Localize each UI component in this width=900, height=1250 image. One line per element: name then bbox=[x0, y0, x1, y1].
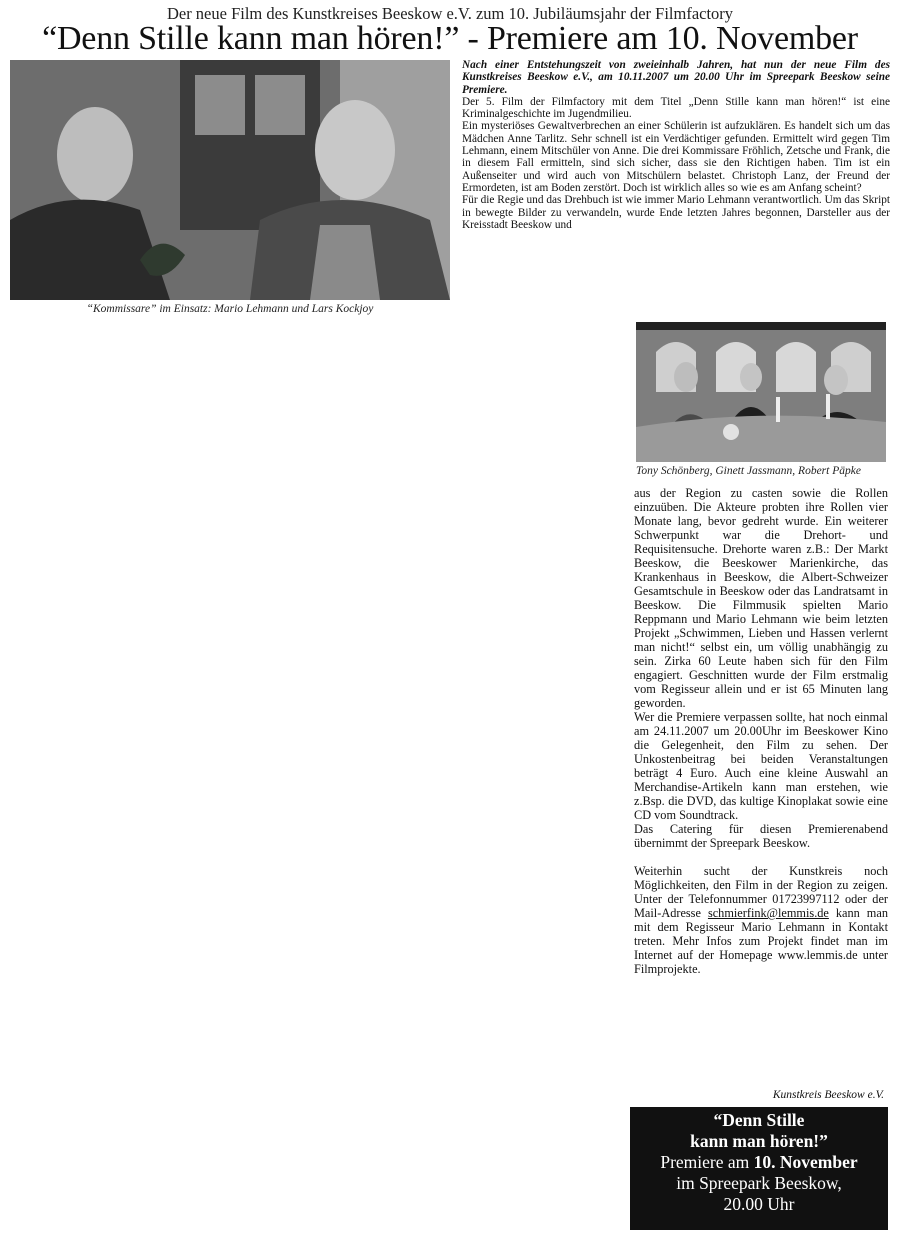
photo-detectives-illustration bbox=[10, 60, 450, 300]
article-paragraph-4: aus der Region zu casten sowie die Rollen einzuüben. Die Akteure probten ihre Rollen vier Monate lang, bevor gedreht wurde. Ein weiterer Schwerpunkt war die Drehort- und Requisitensuche. Drehorte waren z.B.: Der Markt Beeskow, die Beeskower Marienkirche, das Krankenhaus in Beeskow, die Albert-Schweizer Gesamtschule in Beeskow oder das Landratsamt in Beeskow. Die Filmmusik spielten Mario Reppmann und Mario Lehmann wie beim letzten Projekt „Schwimmen, Lieben und Hassen verlernt man nicht!“ selbst ein, um völlig unabhängig zu sein. Zirka 60 Leute haben sich für den Film engagiert. Geschnitten wurde der Film erstmalig vom Regisseur allein und er ist 65 Minuten lang geworden. bbox=[634, 486, 888, 710]
article-paragraph-6: Das Catering für diesen Premierenabend übernimmt der Spreepark Beeskow. bbox=[634, 822, 888, 850]
promo-venue: im Spreepark Beeskow, bbox=[676, 1173, 842, 1193]
promo-date-line bbox=[630, 1152, 888, 1173]
article-kicker: Der neue Film des Kunstkreises Beeskow e.V. zum 10. Jubiläumsjahr der Filmfactory bbox=[166, 4, 734, 23]
paragraph-gap bbox=[634, 850, 888, 864]
premiere-promo-box bbox=[630, 1107, 888, 1230]
photo-cast bbox=[636, 322, 886, 462]
article-lead: Nach einer Entstehungszeit von zweieinhalb Jahren, hat nun der neue Film des Kunstkreises Beeskow e.V., am 10.11.2007 um 20.00 Uhr im Spreepark Beeskow seine Premiere. bbox=[462, 59, 890, 96]
article-headline: “Denn Stille kann man hören!” - Premiere am 10. November bbox=[42, 20, 858, 57]
article-signature: Kunstkreis Beeskow e.V. bbox=[772, 1089, 884, 1101]
promo-title-line-2: kann man hören!” bbox=[690, 1131, 828, 1151]
promo-date-prefix: Premiere am bbox=[660, 1152, 754, 1172]
contact-text-after: kann man mit dem Regisseur Mario Lehmann in Kontakt treten. Mehr Infos zum Projekt findet man im Internet auf der Homepage www.lemmis.de unter Filmprojekte. bbox=[634, 906, 888, 976]
article-paragraph-3: Für die Regie und das Drehbuch ist wie immer Mario Lehmann verantwortlich. Um das Skript in bewegte Bilder zu verwandeln, wurde Ende letzten Jahres begonnen, Darsteller aus der Kreisstadt Beeskow und bbox=[462, 194, 890, 231]
article-paragraph-1: Der 5. Film der Filmfactory mit dem Titel „Denn Stille kann man hören!“ ist eine Kriminalgeschichte im Jugendmilieu. bbox=[462, 95, 890, 121]
contact-text-before: Weiterhin sucht der Kunstkreis noch Möglichkeiten, den Film in der Region zu zeigen. Unter der Telefonnummer 01723997112 oder der Mail-Adresse bbox=[634, 864, 888, 920]
article-paragraph-5: Wer die Premiere verpassen sollte, hat noch einmal am 24.11.2007 um 20.00Uhr im Beeskower Kino die Gelegenheit, den Film zu sehen. Der Unkostenbeitrag bei beiden Veranstaltungen beträgt 4 Euro. Auch eine kleine Auswahl an Merchandise-Artikeln kann man erstehen, wie z.Bsp. die DVD, das kultige Kinoplakat sowie eine CD vom Soundtrack. bbox=[634, 710, 888, 822]
photo-detectives-caption: “Kommissare” im Einsatz: Mario Lehmann und Lars Kockjoy bbox=[86, 303, 374, 315]
article-paragraph-7 bbox=[634, 864, 888, 976]
photo-cast-illustration bbox=[636, 322, 886, 462]
photo-cast-caption: Tony Schönberg, Ginett Jassmann, Robert Päpke bbox=[636, 465, 861, 477]
promo-title-line-1: “Denn Stille bbox=[713, 1110, 805, 1130]
article-paragraph-2: Ein mysteriöses Gewaltverbrechen an einer Schülerin ist aufzuklären. Es handelt sich um das Mädchen Anne Tarlitz. Sehr schnell ist ein Verdächtiger gefunden. Ermittelt wird gegen Tim Lehmann, einem Mitschüler von Anne. Die drei Kommissare Fröhlich, Zetsche und Frank, die in diesem Fall ermitteln, sind sich sicher, dass sie den Richtigen haben. Tim ist ein Außenseiter und wird auch von Mitschülern belastet. Christoph Lanz, der Freund der Ermordeten, ist am Boden zerstört. Doch ist wirklich alles so wie es am Anfang scheint? bbox=[462, 120, 890, 194]
photo-detectives bbox=[10, 60, 450, 300]
contact-email-link[interactable]: schmierfink@lemmis.de bbox=[707, 906, 829, 920]
promo-date: 10. November bbox=[753, 1152, 858, 1172]
article-intro bbox=[462, 59, 890, 231]
article-column-right bbox=[634, 486, 888, 976]
promo-time: 20.00 Uhr bbox=[723, 1194, 795, 1214]
